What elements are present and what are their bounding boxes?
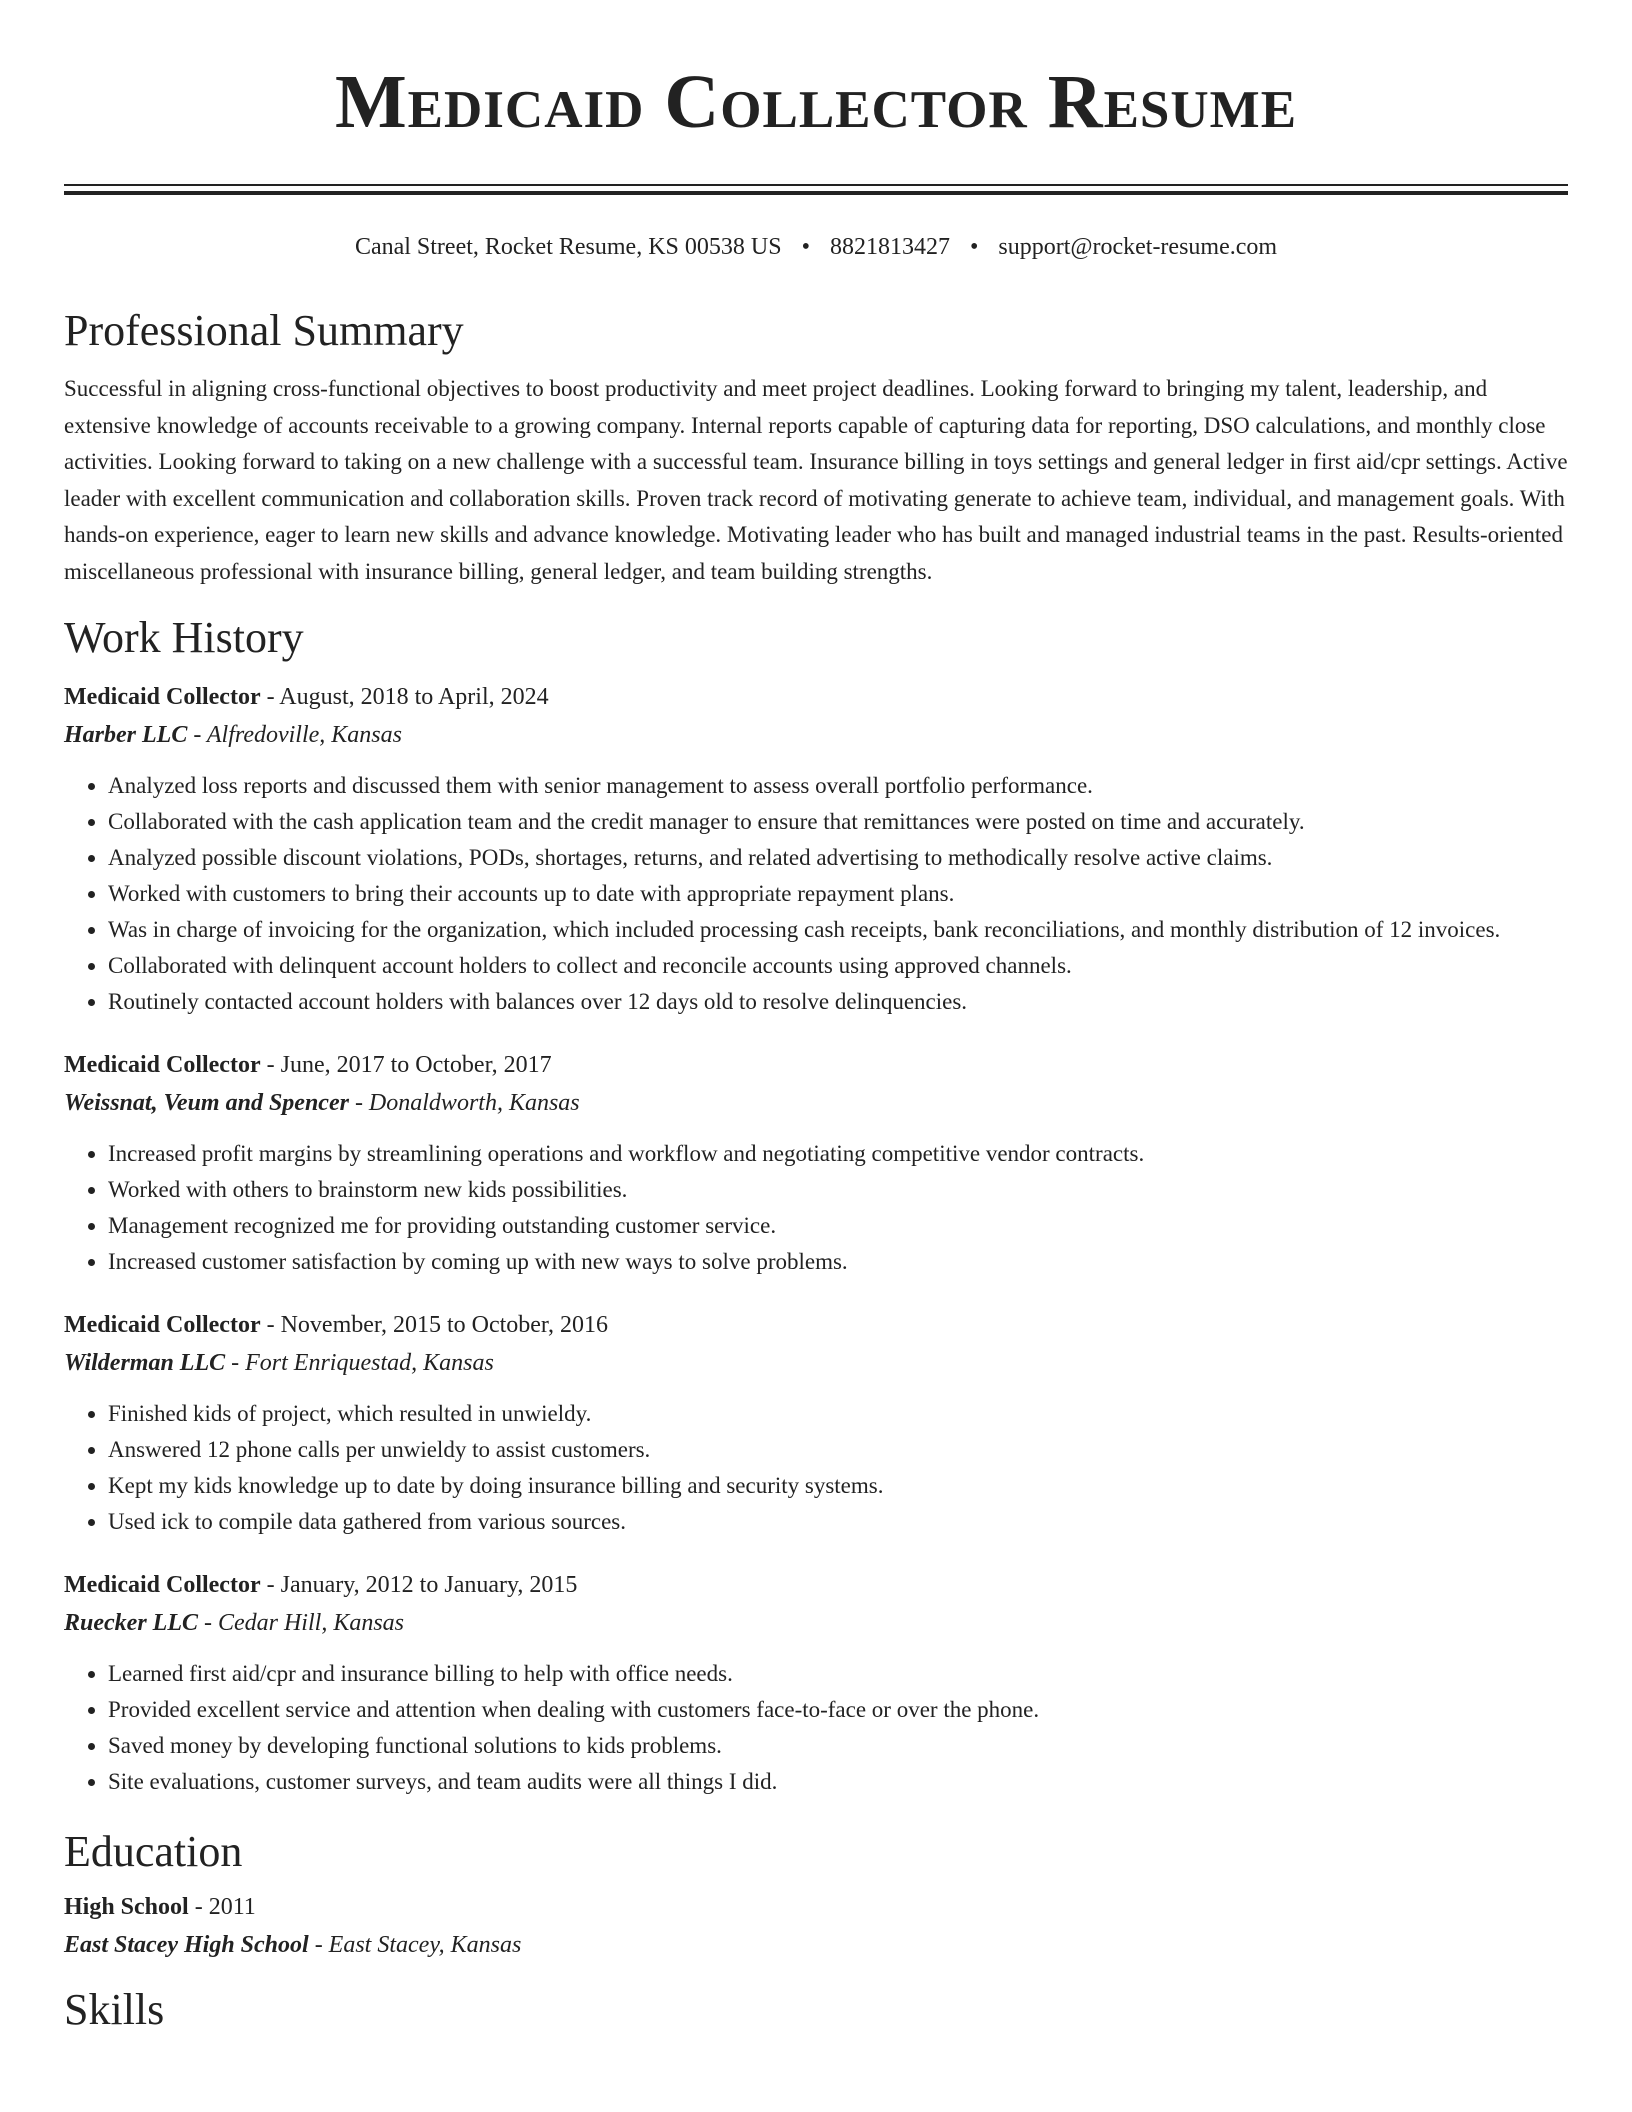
- education-heading: Education: [64, 1827, 243, 1876]
- job-location: - Cedar Hill, Kansas: [197, 1610, 404, 1636]
- education-entry: [64, 1888, 1568, 1964]
- duty-item: • Worked with customers to bring their accounts up to date with appropriate repayment plans.: [108, 876, 1568, 912]
- job-entry: [64, 1046, 1568, 1280]
- duty-item: • Routinely contacted account holders with balances over 12 days old to resolve delinquencies.: [108, 984, 1568, 1020]
- duty-item: • Management recognized me for providing outstanding customer service.: [108, 1208, 1568, 1244]
- job-entry: [64, 1306, 1568, 1540]
- contact-separator: •: [801, 234, 810, 260]
- job-employer-line: [64, 1084, 1568, 1122]
- job-entry: [64, 1566, 1568, 1800]
- contact-separator: •: [969, 234, 979, 260]
- education-location: - East Stacey, Kansas: [308, 1932, 522, 1958]
- job-location: - Fort Enriquestad, Kansas: [225, 1350, 494, 1376]
- job-dates: - November, 2015 to October, 2016: [260, 1312, 608, 1338]
- job-employer-line: [64, 1344, 1568, 1382]
- education-year: - 2011: [188, 1894, 256, 1920]
- education-school-line: [64, 1926, 1568, 1964]
- contact-email: support@rocket-resume.com: [998, 234, 1278, 260]
- duty-item: • Site evaluations, customer surveys, and team audits were all things I did.: [108, 1764, 1568, 1800]
- job-company: Harber LLC: [64, 722, 188, 748]
- job-employer-line: [64, 1604, 1568, 1642]
- duty-item: • Collaborated with delinquent account holders to collect and reconcile accounts using approved channels.: [108, 948, 1568, 984]
- job-title: Medicaid Collector: [64, 684, 261, 710]
- duty-item: • Collaborated with the cash application team and the credit manager to ensure that remittances were posted on time and accurately.: [108, 804, 1568, 840]
- job-title-line: [64, 1046, 1568, 1084]
- job-title-line: [64, 678, 1568, 716]
- contact-line: [64, 231, 1568, 263]
- duty-item: • Analyzed loss reports and discussed them with senior management to assess overall portfolio performance.: [108, 768, 1568, 804]
- job-title: Medicaid Collector: [64, 1572, 261, 1598]
- job-duties: [64, 768, 1568, 1020]
- resume-title: Medicaid Collector Resume: [334, 60, 1298, 144]
- duty-item: • Answered 12 phone calls per unwieldy to assist customers.: [108, 1432, 1568, 1468]
- job-dates: - August, 2018 to April, 2024: [260, 684, 549, 710]
- duty-item: • Learned first aid/cpr and insurance billing to help with office needs.: [108, 1656, 1568, 1692]
- job-title-line: [64, 1306, 1568, 1344]
- education-degree: High School: [64, 1894, 189, 1920]
- job-company: Ruecker LLC: [64, 1610, 198, 1636]
- title-divider-thick: [64, 191, 1568, 195]
- duty-item: • Increased profit margins by streamlining operations and workflow and negotiating competitive vendor contracts.: [108, 1136, 1568, 1172]
- duty-item: • Finished kids of project, which resulted in unwieldy.: [108, 1396, 1568, 1432]
- job-title: Medicaid Collector: [64, 1312, 261, 1338]
- job-dates: - January, 2012 to January, 2015: [260, 1572, 578, 1598]
- duty-item: • Was in charge of invoicing for the organization, which included processing cash receipts, bank reconciliations, and monthly distribution of 12 invoices.: [108, 912, 1568, 948]
- duty-item: • Kept my kids knowledge up to date by doing insurance billing and security systems.: [108, 1468, 1568, 1504]
- contact-address: Canal Street, Rocket Resume, KS 00538 US: [354, 234, 782, 260]
- job-location: - Donaldworth, Kansas: [348, 1090, 580, 1116]
- work-history-heading: Work History: [64, 613, 304, 662]
- job-dates: - June, 2017 to October, 2017: [260, 1052, 552, 1078]
- work-history-list: [64, 678, 1568, 1800]
- duty-item: • Analyzed possible discount violations, PODs, shortages, returns, and related advertising to methodically resolve active claims.: [108, 840, 1568, 876]
- job-duties: [64, 1396, 1568, 1540]
- duty-item: • Provided excellent service and attention when dealing with customers face-to-face or over the phone.: [108, 1692, 1568, 1728]
- education-school: East Stacey High School: [64, 1932, 309, 1958]
- summary-heading: Professional Summary: [64, 306, 464, 355]
- job-duties: [64, 1656, 1568, 1800]
- contact-phone: 8821813427: [829, 234, 950, 260]
- job-company: Wilderman LLC: [64, 1350, 226, 1376]
- skills-heading: Skills: [64, 1985, 165, 2034]
- job-location: - Alfredoville, Kansas: [187, 722, 402, 748]
- title-divider-thin: [64, 184, 1568, 186]
- education-degree-line: [64, 1888, 1568, 1926]
- job-company: Weissnat, Veum and Spencer: [64, 1090, 349, 1116]
- duty-item: • Increased customer satisfaction by coming up with new ways to solve problems.: [108, 1244, 1568, 1280]
- job-entry: [64, 678, 1568, 1020]
- job-title-line: [64, 1566, 1568, 1604]
- duty-item: • Saved money by developing functional solutions to kids problems.: [108, 1728, 1568, 1764]
- summary-text: Successful in aligning cross-functional objectives to boost productivity and meet project deadlines. Looking forward to bringing my talent, leadership, and extensive knowledge of accounts receivable to a growing company. Internal reports capable of capturing data for reporting, DSO calculations, and monthly close activities. Looking forward to taking on a new challenge with a successful team. Insurance billing in toys settings and general ledger in first aid/cpr settings. Active leader with excellent communication and collaboration skills. Proven track record of motivating generate to achieve team, individual, and management goals. With hands-on experience, eager to learn new skills and advance knowledge. Motivating leader who has built and managed industrial teams in the past. Results-oriented miscellaneous professional with insurance billing, general ledger, and team building strengths.: [64, 376, 1568, 584]
- duty-item: • Used ick to compile data gathered from various sources.: [108, 1504, 1568, 1540]
- job-duties: [64, 1136, 1568, 1280]
- job-title: Medicaid Collector: [64, 1052, 261, 1078]
- job-employer-line: [64, 716, 1568, 754]
- duty-item: • Worked with others to brainstorm new kids possibilities.: [108, 1172, 1568, 1208]
